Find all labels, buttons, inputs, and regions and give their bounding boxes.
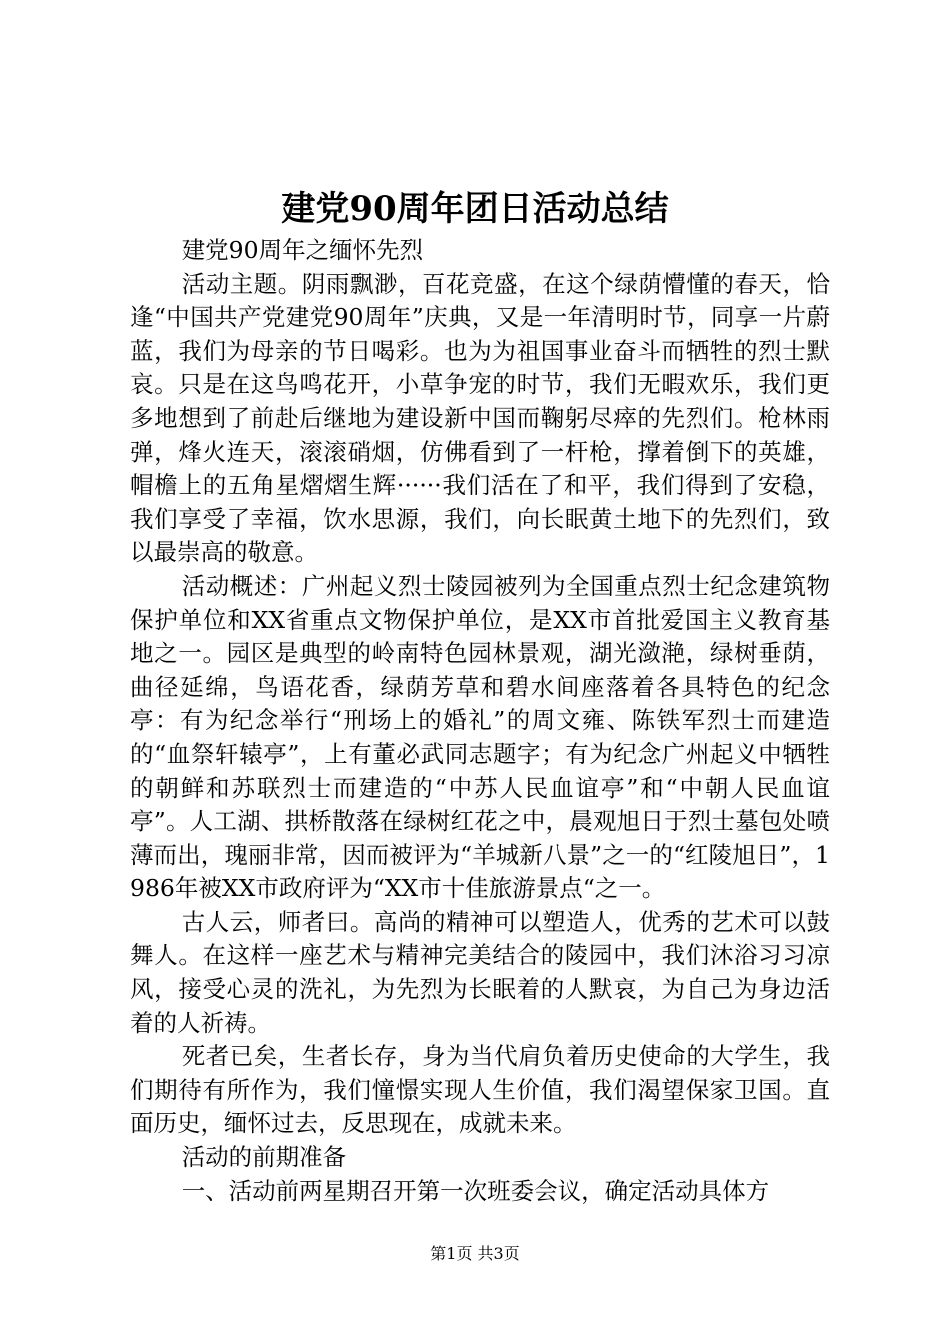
overview-paragraph: 活动概述：广州起义烈士陵园被列为全国重点烈士纪念建筑物保护单位和XX省重点文物保护单位，是XX市首批爱国主义教育基地之一。园区是典型的岭南特色园林景观，湖光潋滟，绿树垂荫，曲径延绵，鸟语花香，绿荫芳草和碧水间座落着各具特色的纪念亭：有为纪念举行“刑场上的婚礼”的周文雍、陈铁军烈士而建造的“血祭轩辕亭”，上有董必武同志题字；有为纪念广州起义中牺牲的朝鲜和苏联烈士而建造的“中苏人民血谊亭”和“中朝人民血谊亭”。人工湖、拱桥散落在绿树红花之中，晨观旭日于烈士墓包处喷薄而出，瑰丽非常，因而被评为“羊城新八景”之一的“红陵旭日”，1986年被XX市政府评为“XX市十佳旅游景点“之一。 <box>130 571 830 903</box>
subtitle-paragraph: 建党90周年之缅怀先烈 <box>181 236 424 264</box>
section-heading: 活动的前期准备 <box>181 1143 347 1172</box>
reflection-paragraph: 死者已矣，生者长存，身为当代肩负着历史使命的大学生，我们期待有所作为，我们憧憬实现人生价值，我们渴望保家卫国。直面历史，缅怀过去，反思现在，成就未来。 <box>130 1042 830 1138</box>
page-footer: 第1页 共3页 <box>430 1244 520 1263</box>
theme-paragraph: 活动主题。阴雨飘渺，百花竞盛，在这个绿荫懵懂的春天，恰逢“中国共产党建党90周年”庆典，又是一年清明时节，同享一片蔚蓝，我们为母亲的节日喝彩。也为为祖国事业奋斗而牺牲的烈士默哀。只是在这鸟鸣花开，小草争宠的时节，我们无暇欢乐，我们更多地想到了前赴后继地为建设新中国而鞠躬尽瘁的先烈们。枪林雨弹，烽火连天，滚滚硝烟，仿佛看到了一杆枪，撑着倒下的英雄，帽檐上的五角星熠熠生辉······我们活在了和平，我们得到了安稳，我们享受了幸福，饮水思源，我们，向长眠黄土地下的先烈们，致以最崇高的敬意。 <box>130 269 830 567</box>
document-body <box>130 234 830 1208</box>
preparation-paragraph: 一、活动前两星期召开第一次班委会议，确定活动具体方 <box>181 1176 770 1205</box>
document-title: 建党90周年团日活动总结 <box>281 189 669 229</box>
quote-paragraph: 古人云，师者曰。高尚的精神可以塑造人，优秀的艺术可以鼓舞人。在这样一座艺术与精神完美结合的陵园中，我们沐浴习习凉风，接受心灵的洗礼，为先烈为长眠着的人默哀，为自己为身边活着的人祈祷。 <box>130 907 830 1037</box>
